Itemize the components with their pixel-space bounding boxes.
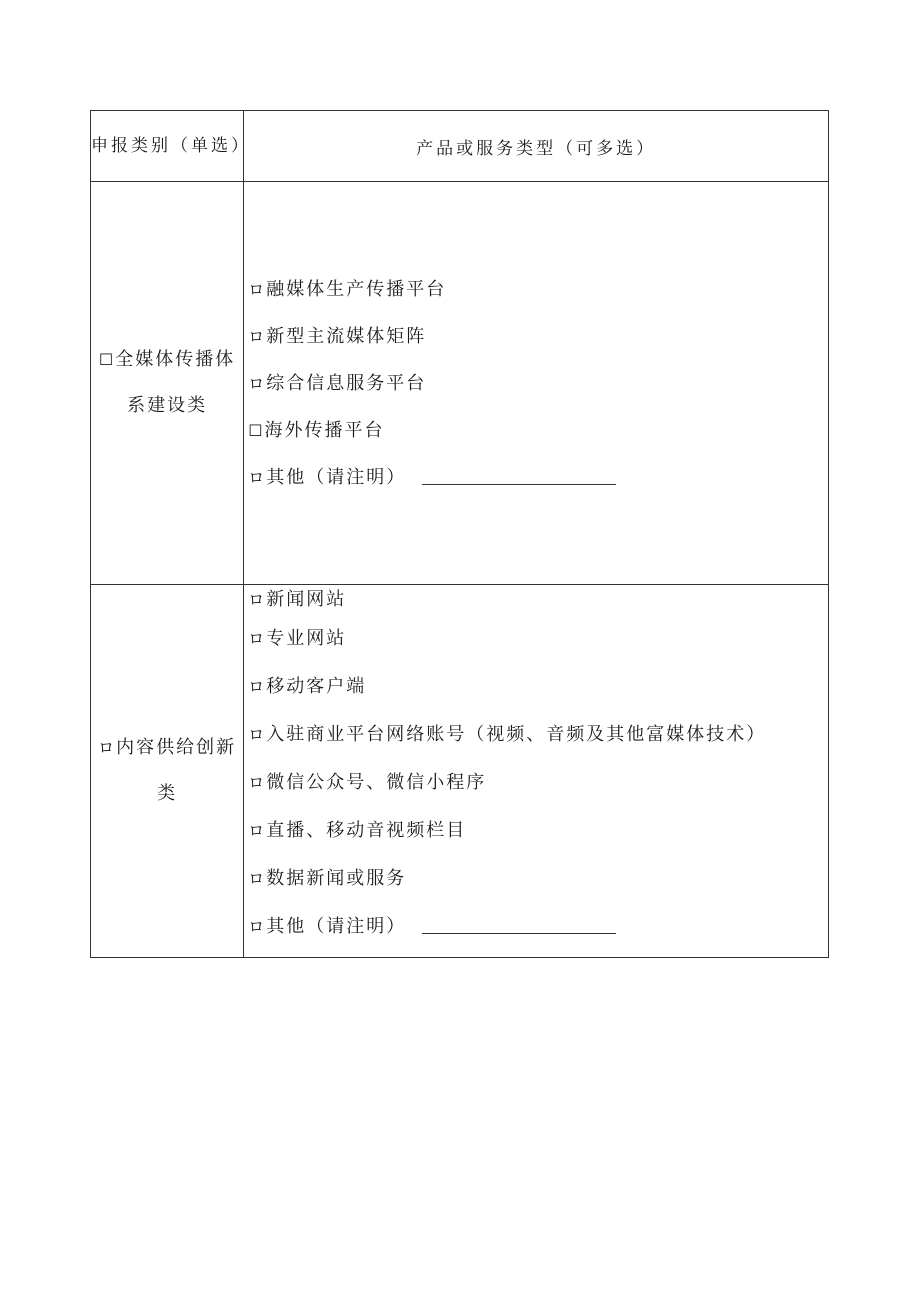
options-cell [244,585,829,958]
option-checkbox[interactable]: ロ [248,590,265,609]
option-label: 数据新闻或服务 [266,868,407,889]
category-label: 全媒体传播体系建设类 [115,349,236,416]
category-label: 内容供给创新类 [116,737,237,804]
list-item[interactable] [248,759,828,807]
category-cell-media-system[interactable] [91,182,244,585]
option-checkbox[interactable]: ロ [248,869,265,888]
option-label: 新闻网站 [266,589,347,610]
option-checkbox[interactable]: ロ [248,279,265,299]
list-item[interactable] [248,903,828,951]
list-item[interactable] [248,407,828,454]
option-label: 新型主流媒体矩阵 [266,325,427,347]
option-checkbox[interactable]: ロ [248,467,265,487]
application-form-table [90,110,829,958]
option-checkbox[interactable]: ロ [248,629,265,648]
option-checkbox[interactable]: ロ [248,773,265,792]
option-checkbox[interactable]: ロ [248,326,265,346]
option-label: 其他（请注明） [266,916,407,937]
list-item[interactable] [248,855,828,903]
option-checkbox[interactable]: ☐ [248,420,263,440]
list-item[interactable] [248,266,828,313]
category-cell-content-innovation[interactable] [91,585,244,958]
option-checkbox[interactable]: ロ [248,373,265,393]
list-item[interactable] [248,711,828,759]
header-row [91,111,829,182]
option-label: 融媒体生产传播平台 [266,278,447,300]
option-checkbox[interactable]: ロ [248,677,265,696]
option-list [244,266,828,501]
option-label: 其他（请注明） [266,466,407,488]
list-item[interactable] [248,360,828,407]
option-label: 微信公众号、微信小程序 [266,772,487,793]
list-item[interactable] [248,313,828,360]
option-label: 直播、移动音视频栏目 [266,820,467,841]
option-label: 入驻商业平台网络账号（视频、音频及其他富媒体技术） [266,724,767,745]
category-checkbox[interactable]: ☐ [98,350,114,369]
list-item[interactable] [248,663,828,711]
option-checkbox[interactable]: ロ [248,917,265,936]
list-item[interactable] [248,454,828,501]
option-list [244,585,828,951]
option-checkbox[interactable]: ロ [248,821,265,840]
option-label: 移动客户端 [266,676,367,697]
list-item[interactable] [248,585,828,615]
specify-blank-field[interactable] [422,462,616,485]
specify-blank-field[interactable] [422,911,616,934]
table-row [91,182,829,585]
option-label: 综合信息服务平台 [266,372,427,394]
list-item[interactable] [248,615,828,663]
option-checkbox[interactable]: ロ [248,725,265,744]
category-checkbox[interactable]: ロ [98,738,115,757]
product-type-column-header: 产品或服务类型（可多选） [244,111,829,182]
table-row [91,585,829,958]
option-label: 专业网站 [266,628,347,649]
list-item[interactable] [248,807,828,855]
category-column-header: 申报类别（单选） [91,111,244,182]
option-label: 海外传播平台 [264,419,385,441]
options-cell [244,182,829,585]
